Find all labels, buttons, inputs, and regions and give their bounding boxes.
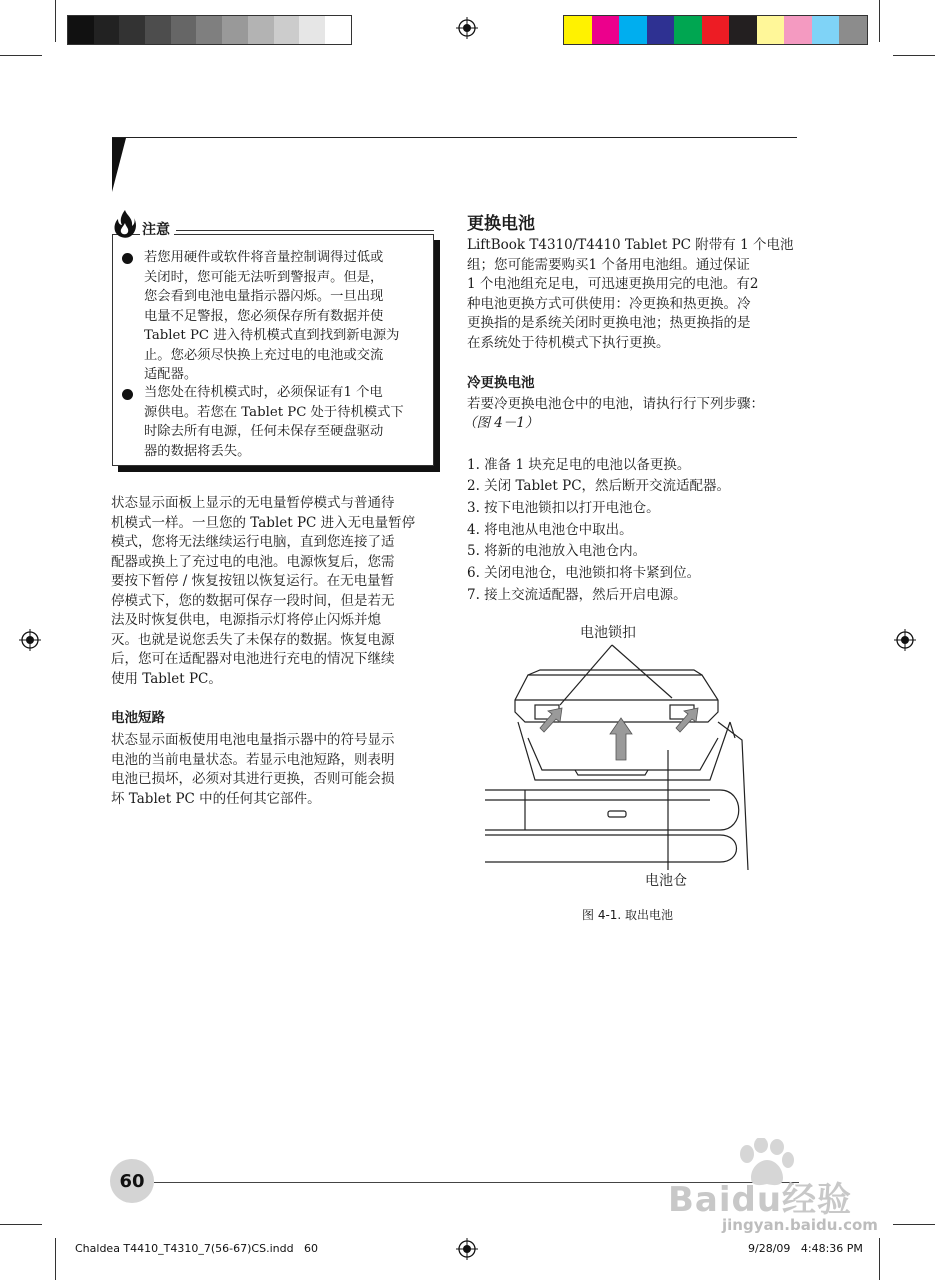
text-line: 适配器。 — [144, 367, 198, 382]
crop-mark — [879, 1238, 880, 1280]
step-7: 7. 接上交流适配器，然后开启电源。 — [467, 587, 687, 603]
text-line: 源供电。若您在 Tablet PC 处于待机模式下 — [144, 404, 404, 420]
gray-patch — [119, 16, 145, 44]
text-line: 1 个电池组充足电，可迅速更换用完的电池。有2 — [467, 276, 759, 292]
gray-patch — [222, 16, 248, 44]
text-line: 组；您可能需要购买1 个备用电池组。通过保证 — [467, 256, 750, 273]
print-slug-right: 9/28/09 4:48:36 PM — [748, 1242, 863, 1255]
crop-mark — [893, 55, 935, 56]
gray-patch — [325, 16, 351, 44]
color-patch — [592, 16, 620, 44]
text-line: 机模式一样。一旦您的 Tablet PC 进入无电量暂停 — [111, 514, 416, 531]
bullet-icon — [122, 389, 133, 400]
text-line: 电量不足警报，您必须保存所有数据并使 — [144, 308, 384, 324]
gray-patch — [68, 16, 94, 44]
watermark-url: jingyan.baidu.com — [722, 1216, 878, 1234]
text-line: 使用 Tablet PC。 — [111, 670, 222, 687]
text-line: 种电池更换方式可供使用：冷更换和热更换。冷 — [467, 295, 751, 312]
registration-mark-icon — [456, 1238, 478, 1260]
color-calibration-bar — [563, 15, 868, 45]
crop-mark — [55, 0, 56, 42]
color-patch — [784, 16, 812, 44]
text-line: LiftBook T4310/T4410 Tablet PC 附带有 1 个电池 — [467, 237, 794, 253]
step-4: 4. 将电池从电池仓中取出。 — [467, 522, 633, 538]
print-slug-left: Chaldea T4410_T4310_7(56-67)CS.indd 60 — [75, 1242, 319, 1255]
text-line: 若您用硬件或软件将音量控制调得过低或 — [144, 250, 384, 265]
text-line: 更换指的是系统关闭时更换电池；热更换指的是 — [467, 315, 751, 331]
color-patch — [812, 16, 840, 44]
text-line: 器的数据将丢失。 — [144, 443, 251, 459]
step-5: 5. 将新的电池放入电池仓内。 — [467, 543, 647, 559]
gray-patch — [196, 16, 222, 44]
registration-mark-icon — [894, 629, 916, 651]
figure-reference: （图 4－1） — [463, 415, 539, 431]
text-line: 停模式下，您的数据可保存一段时间，但是若无 — [111, 592, 395, 609]
crop-mark — [879, 0, 880, 42]
gray-patch — [248, 16, 274, 44]
gray-patch — [94, 16, 120, 44]
gray-patch — [145, 16, 171, 44]
step-1: 1. 准备 1 块充足电的电池以备更换。 — [467, 457, 691, 473]
standby-paragraph — [111, 494, 441, 689]
caution-item-2 — [144, 383, 426, 461]
step-3: 3. 按下电池锁扣以打开电池仓。 — [467, 500, 660, 516]
intro-paragraph — [467, 236, 799, 353]
color-patch — [757, 16, 785, 44]
color-patch — [619, 16, 647, 44]
bullet-icon — [122, 253, 133, 264]
header-rule — [112, 137, 797, 138]
gray-patch — [299, 16, 325, 44]
header-tab — [112, 138, 126, 192]
color-patch — [729, 16, 757, 44]
color-patch — [702, 16, 730, 44]
text-line: 配器或换上了充过电的电池。电源恢复后，您需 — [111, 553, 395, 570]
registration-mark-icon — [456, 17, 478, 39]
text-line: 电池已损坏，必须对其进行更换，否则可能会损 — [111, 771, 395, 787]
crop-mark — [893, 1224, 935, 1225]
gray-patch — [171, 16, 197, 44]
figure-label-latch: 电池锁扣 — [580, 625, 636, 641]
caution-flame-icon — [113, 209, 137, 239]
step-2: 2. 关闭 Tablet PC，然后断开交流适配器。 — [467, 478, 731, 494]
color-patch — [647, 16, 675, 44]
color-patch — [674, 16, 702, 44]
text-line: 要按下暂停 / 恢复按钮以恢复运行。在无电量暂 — [111, 573, 395, 589]
text-line: 后，您可在适配器对电池进行充电的情况下继续 — [111, 651, 395, 667]
step-6: 6. 关闭电池仓，电池锁扣将卡紧到位。 — [467, 565, 701, 581]
text-line: 电池的当前电量状态。若显示电池短路，则表明 — [111, 751, 395, 768]
text-line: 状态显示面板使用电池电量指示器中的符号显示 — [111, 732, 395, 748]
short-circuit-heading: 电池短路 — [111, 710, 165, 726]
text-line: 当您处在待机模式时，必须保证有1 个电 — [144, 385, 383, 400]
grayscale-calibration-bar — [67, 15, 352, 45]
text-line: 您会看到电池电量指示器闪烁。一旦出现 — [144, 289, 384, 304]
cold-swap-heading: 冷更换电池 — [467, 375, 535, 391]
crop-mark — [55, 1238, 56, 1280]
color-patch — [564, 16, 592, 44]
figure-caption: 图 4-1. 取出电池 — [582, 908, 674, 922]
caution-item-1 — [144, 248, 426, 385]
text-line: 模式，您将无法继续运行电脑，直到您连接了适 — [111, 534, 395, 550]
short-circuit-paragraph — [111, 731, 441, 809]
page-number: 60 — [110, 1159, 154, 1203]
crop-mark — [0, 55, 42, 56]
text-line: 时除去所有电源，任何未保存至硬盘驱动 — [144, 424, 384, 439]
crop-mark — [0, 1224, 42, 1225]
text-line: Tablet PC 进入待机模式直到找到新电源为 — [144, 328, 400, 343]
gray-patch — [274, 16, 300, 44]
text-line: 坏 Tablet PC 中的任何其它部件。 — [111, 790, 321, 807]
text-line: 灭。也就是说您丢失了未保存的数据。恢复电源 — [111, 631, 395, 648]
text-line: 止。您必须尽快换上充过电的电池或交流 — [144, 347, 384, 363]
caution-title: 注意 — [140, 219, 174, 239]
battery-removal-illustration — [480, 640, 750, 870]
registration-mark-icon — [19, 629, 41, 651]
text-line: 状态显示面板上显示的无电量暂停模式与普通待 — [111, 495, 395, 511]
text-line: 在系统处于待机模式下执行更换。 — [467, 334, 670, 351]
watermark-brand: Baidu经验 — [668, 1180, 853, 1220]
cold-swap-intro: 若要冷更换电池仓中的电池，请执行行下列步骤： — [467, 396, 764, 412]
text-line: 法及时恢复供电，电源指示灯将停止闪烁并熄 — [111, 612, 381, 628]
caution-title-rule — [176, 230, 434, 231]
figure-label-bay: 电池仓 — [645, 873, 687, 889]
section-title: 更换电池 — [467, 214, 535, 234]
color-patch — [839, 16, 867, 44]
text-line: 关闭时，您可能无法听到警报声。但是， — [144, 269, 384, 285]
